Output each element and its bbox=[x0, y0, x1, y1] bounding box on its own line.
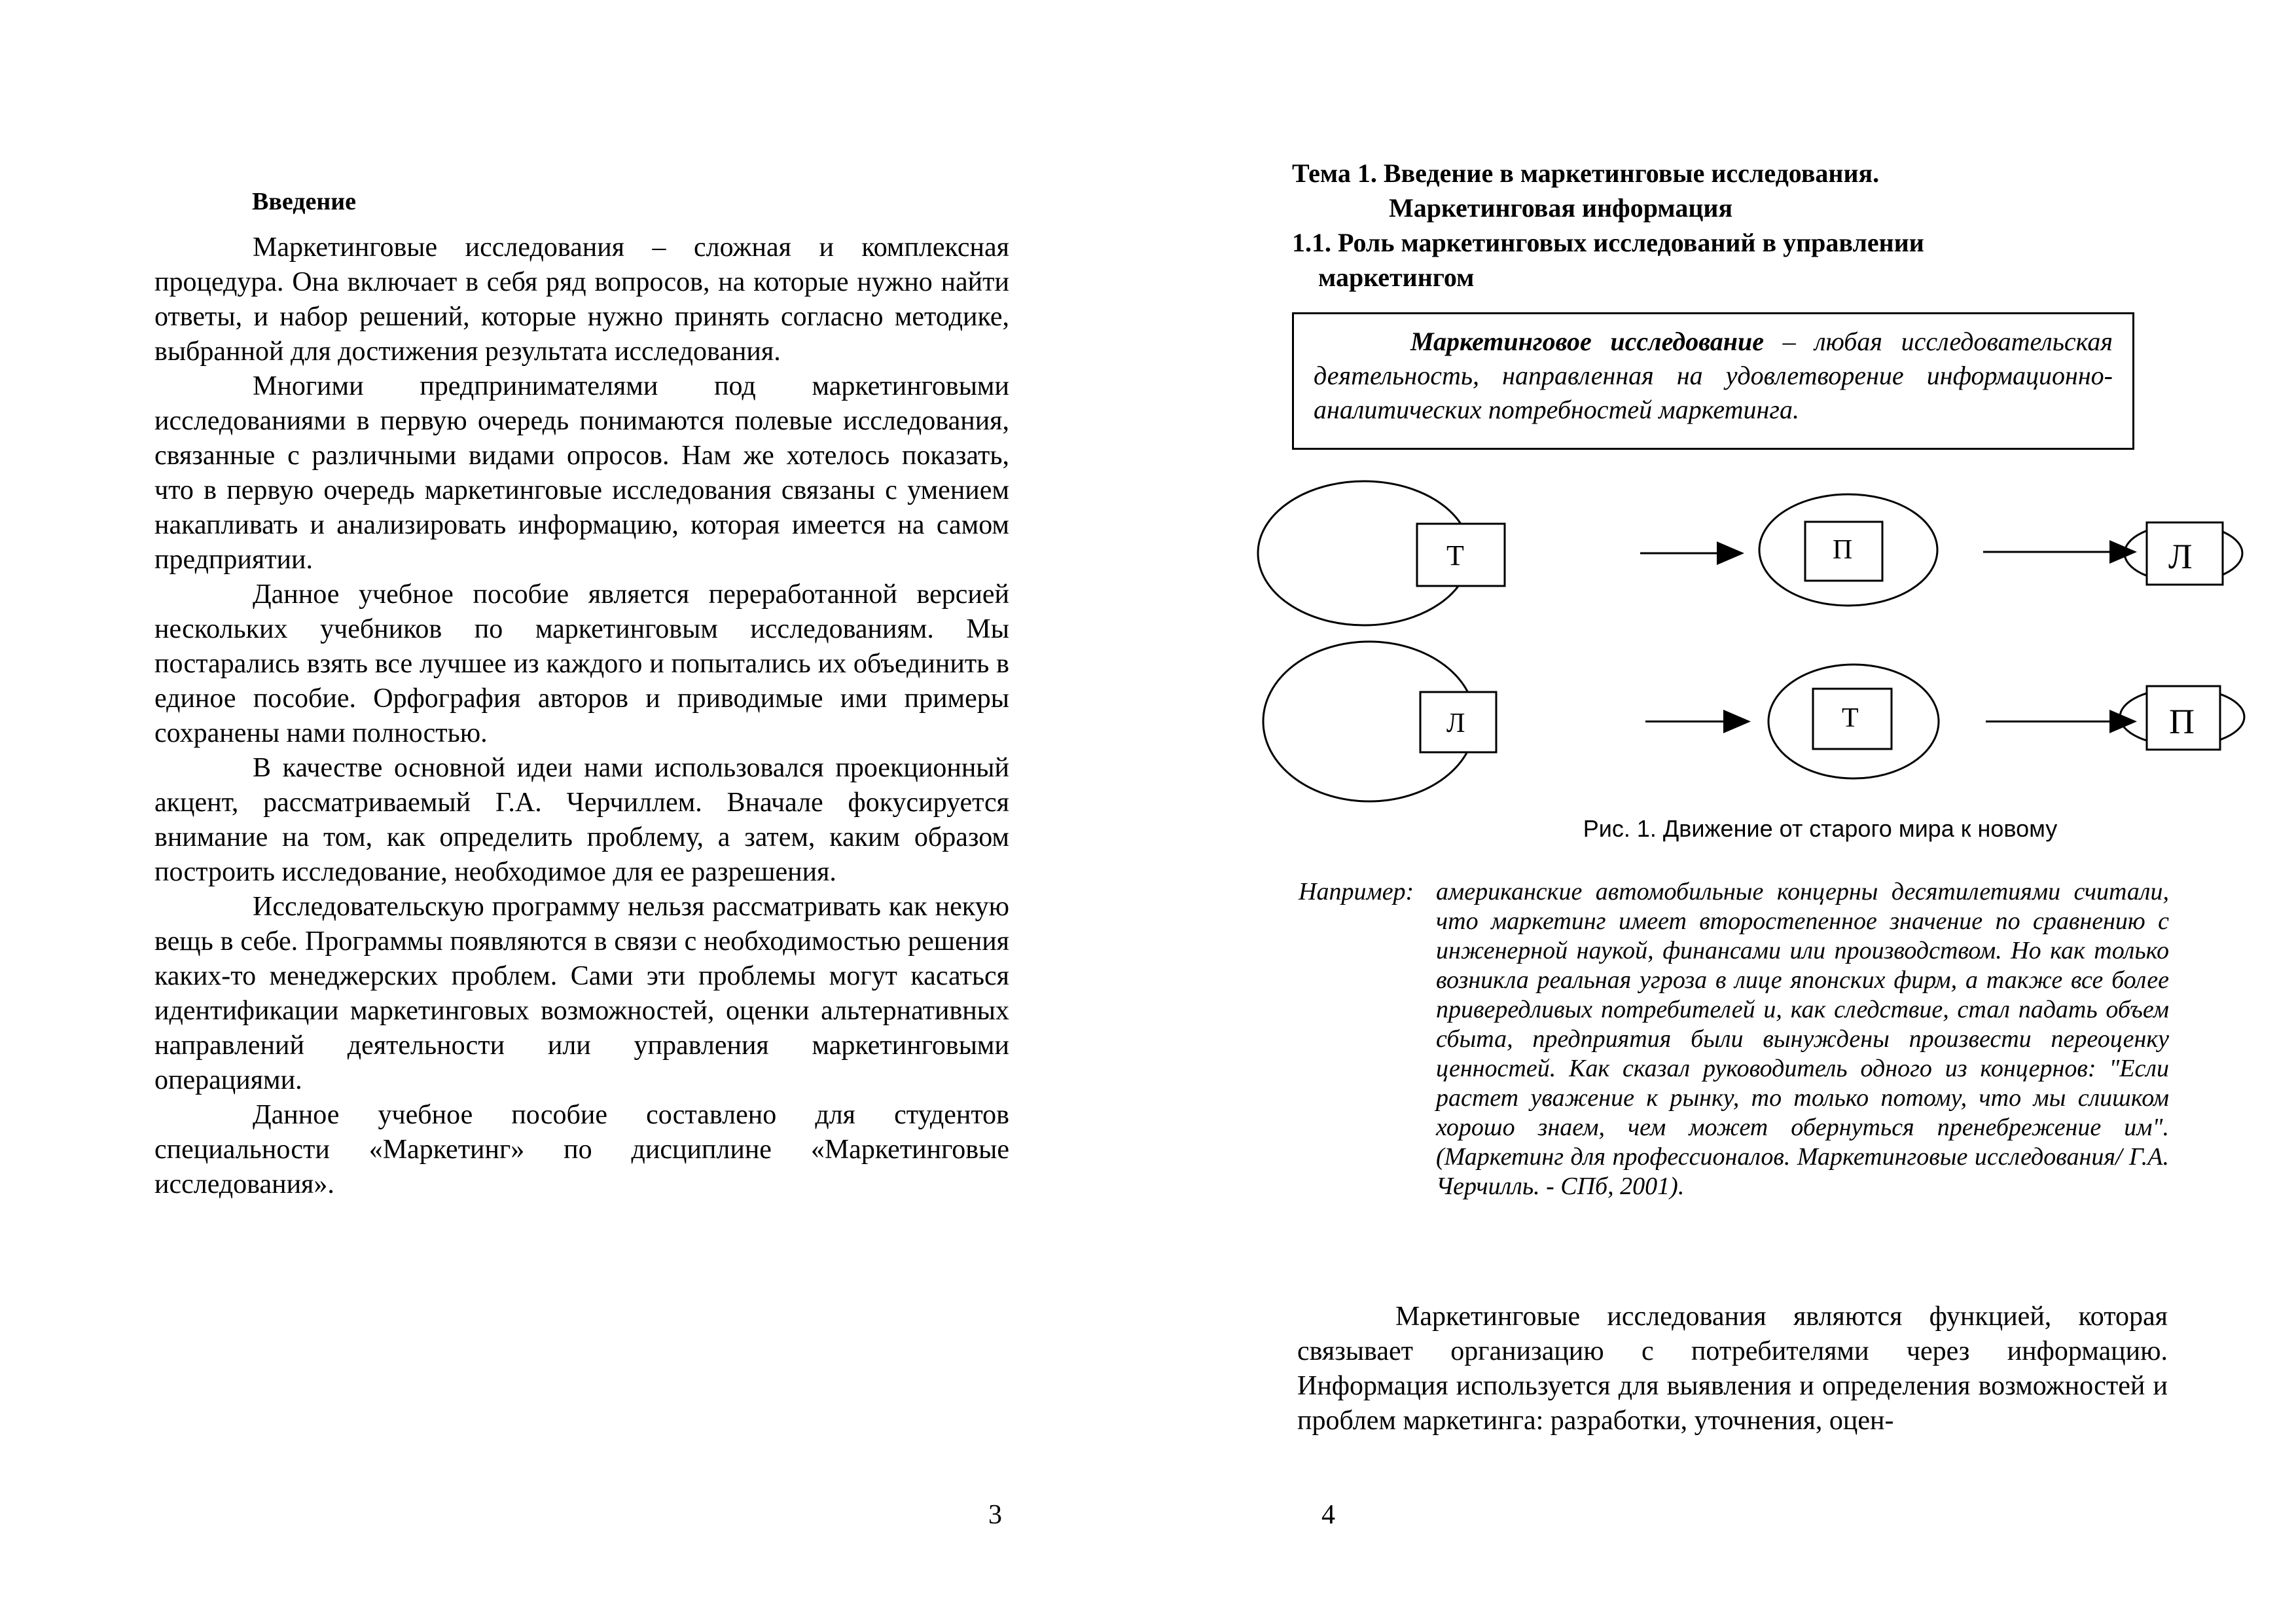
right-page bbox=[1148, 0, 2296, 1623]
page-number-right: 4 bbox=[1321, 1500, 1335, 1530]
example-text: американские автомобильные концерны десятилетиями считали, что маркетинг имеет второстепенное значение по сравнению с инженерной наукой, финансами или производством. Но как только возникла реальная угроза в лице японских фирм, а также все более привередливых потребителей и, как следствие, стал падать объем сбыта, предприятия были вынуждены произвести переоценку ценностей. Как сказал руководитель одного из концернов: "Если растет уважение к рынку, то только потому, что мы слишком хорошо знаем, чем может обернуться пренебрежение им".(Маркетинг для профессионалов. Маркетинговые исследования/ Г.А. Черчилль. - СПб, 2001). bbox=[1436, 878, 2169, 1200]
row2-label-1: Л bbox=[1446, 708, 1465, 739]
topic-title-line2: Маркетинговая информация bbox=[1389, 193, 1733, 223]
row1-label-3: Л bbox=[2168, 537, 2193, 576]
example-label: Например: bbox=[1299, 878, 1414, 905]
definition-text: – любая исследовательская деятельность, направленная на удовлетворение информационно-аналитических потребностей маркетинга. bbox=[1314, 327, 2113, 424]
intro-body bbox=[154, 230, 1009, 1202]
definition-box bbox=[1292, 312, 2134, 450]
diagram-row-2 bbox=[1263, 642, 2244, 801]
intro-paragraph-2: Многими предпринимателями под маркетинговыми исследованиями в первую очередь понимаются полевые исследования, связанные с различными видами опросов. Нам же хотелось показать, что в первую очередь маркетинговые исследования связаны с умением накапливать и анализировать информацию, которая имеется на самом предприятии. bbox=[154, 371, 1009, 575]
intro-paragraph-6: Данное учебное пособие составлено для студентов специальности «Маркетинг» по дисциплине «Маркетинговые исследования». bbox=[154, 1100, 1009, 1199]
intro-paragraph-4: В качестве основной идеи нами использовался проекционный акцент, рассматриваемый Г.А. Черчиллем. Вначале фокусируется внимание на том, как определить проблему, а затем, каким образом построить исследование, необходимое для ее разрешения. bbox=[154, 753, 1009, 887]
intro-paragraph-5: Исследовательскую программу нельзя рассматривать как некую вещь в себе. Программы появляются в связи с необходимостью решения каких-то менеджерских проблем. Сами эти проблемы могут касаться идентификации маркетинговых возможностей, оценки альтернативных направлений деятельности или управления маркетинговыми операциями. bbox=[154, 892, 1009, 1095]
topic-title-line1: Тема 1. Введение в маркетинговые исследования. bbox=[1292, 158, 1880, 188]
row2-label-3: П bbox=[2169, 702, 2195, 741]
figure-diagram bbox=[1148, 478, 2296, 845]
page-number-left: 3 bbox=[988, 1500, 1002, 1530]
definition-term: Маркетинговое исследование bbox=[1410, 327, 1765, 356]
topic-heading bbox=[1292, 156, 2012, 295]
section-title-line2: маркетингом bbox=[1318, 263, 1475, 292]
row2-label-2: Т bbox=[1842, 703, 1859, 733]
figure-caption: Рис. 1. Движение от старого мира к новому bbox=[1583, 815, 2058, 842]
intro-heading: Введение bbox=[252, 188, 356, 215]
row1-label-1: Т bbox=[1446, 539, 1464, 572]
intro-paragraph-3: Данное учебное пособие является переработанной версией нескольких учебников по маркетинговым исследованиям. Мы постарались взять все лучшее из каждого и попытались их объединить в единое пособие. Орфография авторов и приводимые ими примеры сохранены нами полностью. bbox=[154, 579, 1009, 748]
diagram-row-1 bbox=[1258, 481, 2242, 625]
intro-paragraph-1: Маркетинговые исследования – сложная и комплексная процедура. Она включает в себя ряд вопросов, на которые нужно найти ответы, и набор решений, которые нужно принять согласно методике, выбранной для достижения результата исследования. bbox=[154, 232, 1009, 367]
right-body-text bbox=[1297, 1300, 2168, 1438]
row1-label-2: П bbox=[1833, 535, 1853, 565]
right-body-paragraph: Маркетинговые исследования являются функцией, которая связывает организацию с потребителями через информацию. Информация используется для выявления и определения возможностей и проблем маркетинга: разработки, уточнения, оцен- bbox=[1297, 1302, 2168, 1436]
example-block bbox=[1299, 877, 2169, 1201]
section-title-line1: 1.1. Роль маркетинговых исследований в управлении bbox=[1292, 228, 1924, 257]
